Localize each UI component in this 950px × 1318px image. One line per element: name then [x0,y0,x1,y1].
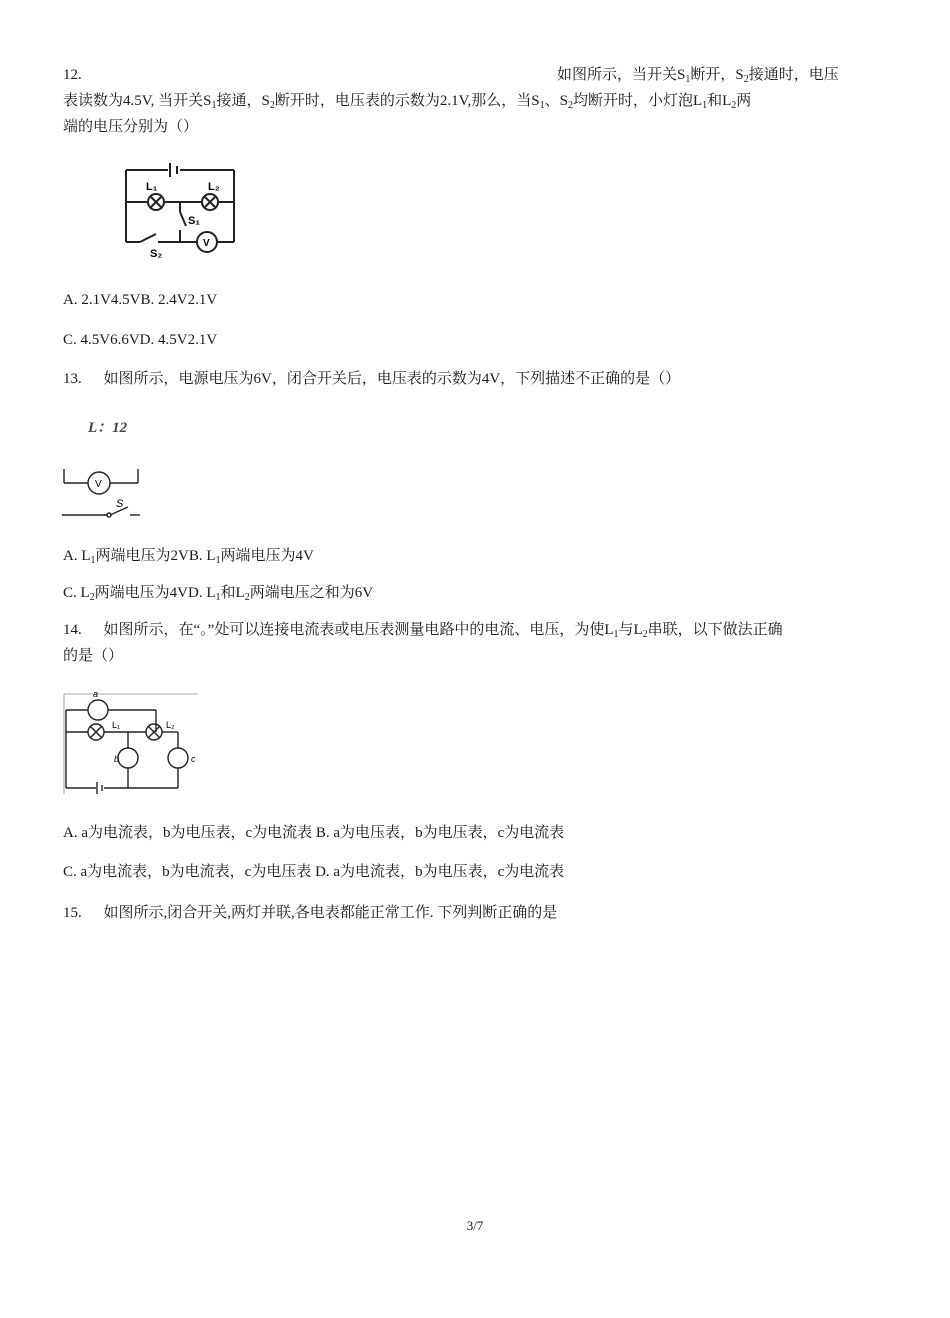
options-ab-q12: A. 2.1V4.5VB. 2.4V2.1V [63,292,218,308]
figure-caption-q13: L：12 [88,420,128,436]
question-13 [63,366,883,392]
circuit-diagram-q13 [62,465,144,523]
options-cd-q14: C. a为电流表，b为电流表，c为电压表 D. a为电流表，b为电压表，c为电流表 [63,864,565,880]
label-L1: L₁ [112,720,121,730]
question-number: 12. [63,67,82,83]
question-text-line1: 如图所示，当开关$S_1$断开，$S_2$接通时，电压 [557,67,839,85]
label-L2: L₂ [208,181,220,193]
page-number: 3/7 [466,1218,484,1233]
question-text-line1: 如图所示，在“。”处可以连接电流表或电压表测量电路中的电流、电压，为使$L_1$与$L_2$串联，以下做法正确 [103,622,783,640]
label-S: S [116,498,124,510]
question-number: 13. [63,371,82,387]
circuit-diagram-q14 [62,688,200,796]
options-cd-q13: C. $L_2$两端电压为4VD. $L_1$和$L_2$两端电压之和为6V [63,585,374,603]
options-ab-q14: A. a为电流表，b为电压表，c为电流表 B. a为电压表，b为电压表，c为电流表 [63,825,565,841]
label-L2: L₂ [166,720,175,730]
question-text: 如图所示，电源电压为6V，闭合开关后，电压表的示数为4V，下列描述不正确的是（） [103,371,681,387]
options-cd-q12: C. 4.5V6.6VD. 4.5V2.1V [63,332,218,348]
label-b: b [114,754,120,764]
label-S1: S₁ [188,215,200,227]
question-text: 如图所示,闭合开关,两灯并联,各电表都能正常工作. 下列判断正确的是 [103,905,558,921]
label-L1: L₁ [146,181,158,193]
label-c: c [191,754,196,764]
options-ab-q13: A. $L_1$两端电压为2VB. $L_1$两端电压为4V [63,548,314,566]
question-number: 15. [63,905,82,921]
label-a: a [93,689,99,699]
circuit-diagram-q12 [122,160,240,260]
question-text-line2: 表读数为4.5V, 当开关$S_1$接通，$S_2$断开时，电压表的示数为2.1V,那么，当$S_1$、$S_2$均断开时，小灯泡$L_1$和$L_2$两 [63,93,752,111]
question-14 [63,617,883,669]
question-text-line2: 的是（） [63,648,124,664]
question-12 [63,62,883,140]
question-number: 14. [63,622,82,638]
label-V: V [95,479,102,490]
question-text-line3: 端的电压分别为（） [63,119,199,135]
question-15 [63,900,883,926]
label-V: V [203,238,210,249]
label-S2: S₂ [150,248,163,260]
